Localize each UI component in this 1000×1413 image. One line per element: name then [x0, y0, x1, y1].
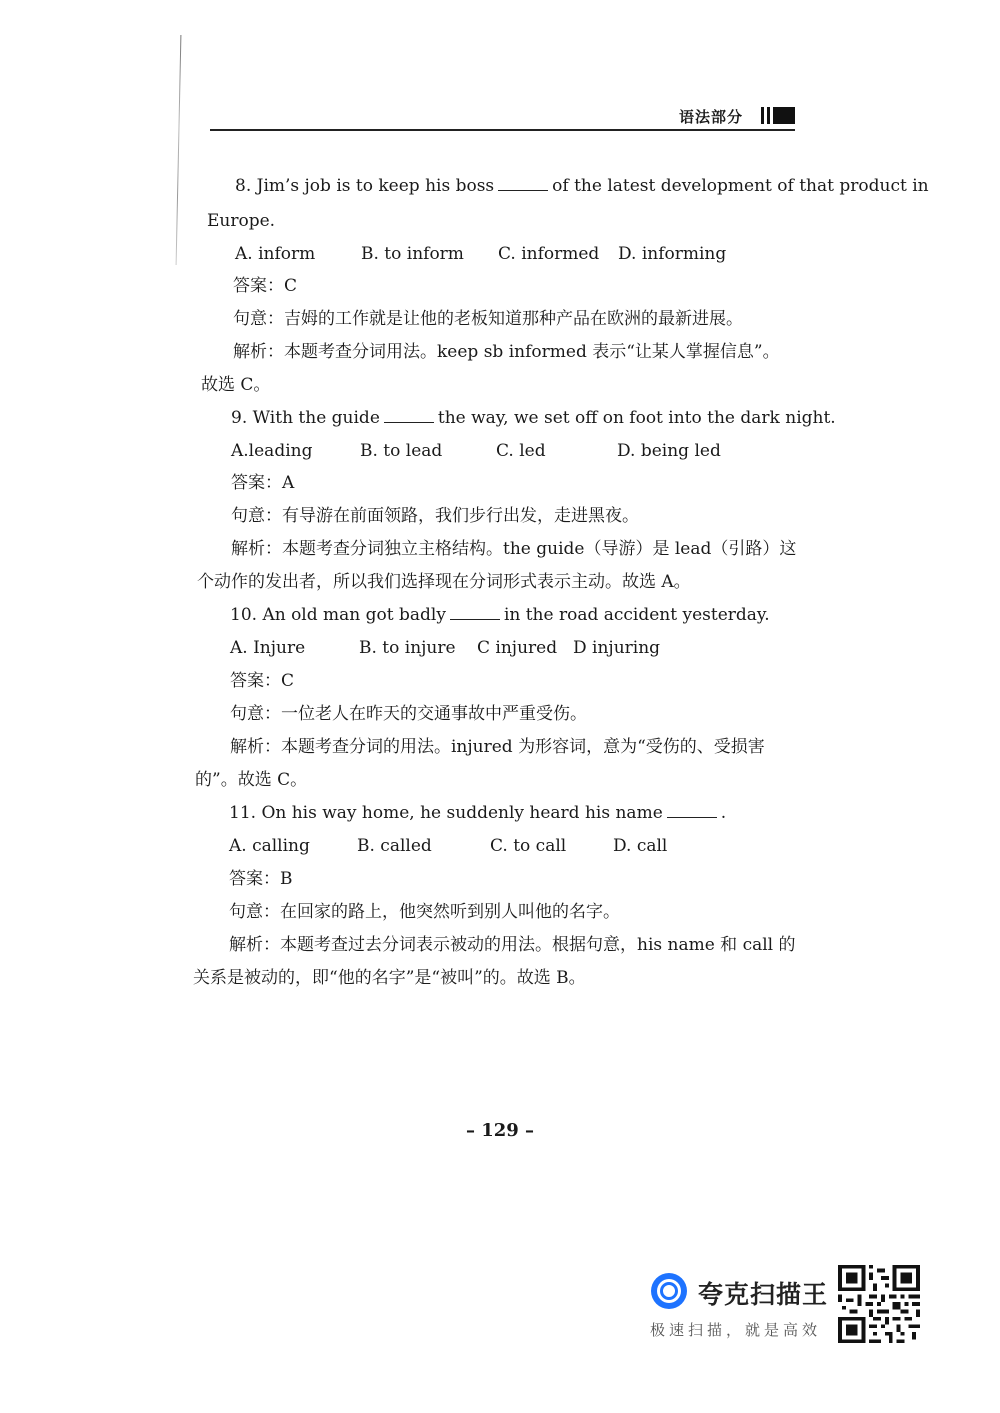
stem-part: the way, we set off on foot into the dark night.: [437, 408, 836, 428]
meaning-line: 句意：在回家的路上，他突然听到别人叫他的名字。: [229, 902, 620, 922]
option-c: C injured: [477, 638, 558, 658]
scanner-watermark: [648, 1265, 928, 1345]
analysis-line: 解析：本题考查过去分词表示被动的用法。根据句意，his name 和 call 的: [229, 935, 796, 955]
stem-part: 10. An old man got badly: [230, 605, 446, 625]
answer-line: 答案：A: [231, 473, 295, 493]
option-c: C. led: [496, 441, 546, 461]
answer-blank: [450, 603, 500, 620]
marker-bar: [761, 107, 764, 124]
answer-blank: [667, 801, 717, 818]
option-d: D injuring: [573, 638, 661, 658]
page-number: – 129 –: [465, 1120, 535, 1141]
answer-line: 答案：C: [233, 276, 298, 296]
option-b: B. to injure: [359, 638, 456, 658]
question-stem: [231, 406, 836, 430]
option-a: A.leading: [231, 441, 313, 461]
watermark-brand: 夸克扫描王: [698, 1280, 829, 1309]
analysis-line: 解析：本题考查分词的用法。injured 为形容词，意为“受伤的、受损害: [230, 737, 765, 757]
option-d: D. being led: [617, 441, 721, 461]
answer-line: 答案：B: [229, 869, 293, 889]
option-b: B. called: [357, 836, 432, 856]
option-d: D. informing: [618, 244, 727, 264]
stem-part: 11. On his way home, he suddenly heard his name: [229, 803, 663, 823]
header-rule: [210, 129, 795, 131]
page-header: [210, 100, 795, 130]
option-c: C. informed: [498, 244, 600, 264]
scan-edge-line: [176, 35, 182, 265]
question-stem: [235, 174, 929, 198]
analysis-line-continued: 个动作的发出者，所以我们选择现在分词形式表示主动。故选 A。: [197, 572, 691, 592]
qr-code-icon: [838, 1265, 920, 1343]
option-d: D. call: [613, 836, 668, 856]
analysis-line-continued: 的”。故选 C。: [195, 770, 308, 790]
question-stem: [230, 603, 770, 627]
analysis-line-continued: 故选 C。: [201, 375, 271, 395]
meaning-line: 句意：有导游在前面领路，我们步行出发，走进黑夜。: [231, 506, 639, 526]
meaning-line: 句意：一位老人在昨天的交通事故中严重受伤。: [230, 704, 587, 724]
stem-part: in the road accident yesterday.: [503, 605, 770, 625]
watermark-slogan: 极速扫描，就是高效: [650, 1321, 822, 1339]
stem-part: 9. With the guide: [231, 408, 380, 428]
answer-blank: [498, 174, 548, 191]
analysis-line-continued: 关系是被动的，即“他的名字”是“被叫”的。故选 B。: [193, 968, 586, 988]
option-a: A. calling: [229, 836, 310, 856]
option-b: B. to lead: [360, 441, 443, 461]
stem-part: 8. Jim’s job is to keep his boss: [235, 176, 495, 196]
answer-blank: [384, 406, 434, 423]
question-stem: [229, 801, 726, 825]
meaning-line: 句意：吉姆的工作就是让他的老板知道那种产品在欧洲的最新进展。: [233, 309, 743, 329]
marker-block: [773, 107, 795, 124]
option-a: A. Injure: [230, 638, 306, 658]
analysis-line: 解析：本题考查分词用法。keep sb informed 表示“让某人掌握信息”。: [233, 342, 780, 362]
section-marker-icon: [761, 107, 795, 124]
marker-bar: [767, 107, 770, 124]
question-stem-continued: Europe.: [207, 211, 276, 231]
option-c: C. to call: [490, 836, 567, 856]
analysis-line: 解析：本题考查分词独立主格结构。the guide（导游）是 lead（引路）这: [231, 539, 797, 559]
stem-part: .: [720, 803, 727, 823]
option-b: B. to inform: [361, 244, 464, 264]
section-title: 语法部分: [678, 108, 743, 126]
stem-part: of the latest development of that product in: [552, 176, 929, 196]
option-a: A. inform: [235, 244, 316, 264]
answer-line: 答案：C: [230, 671, 295, 691]
quark-logo-icon: [651, 1273, 687, 1309]
